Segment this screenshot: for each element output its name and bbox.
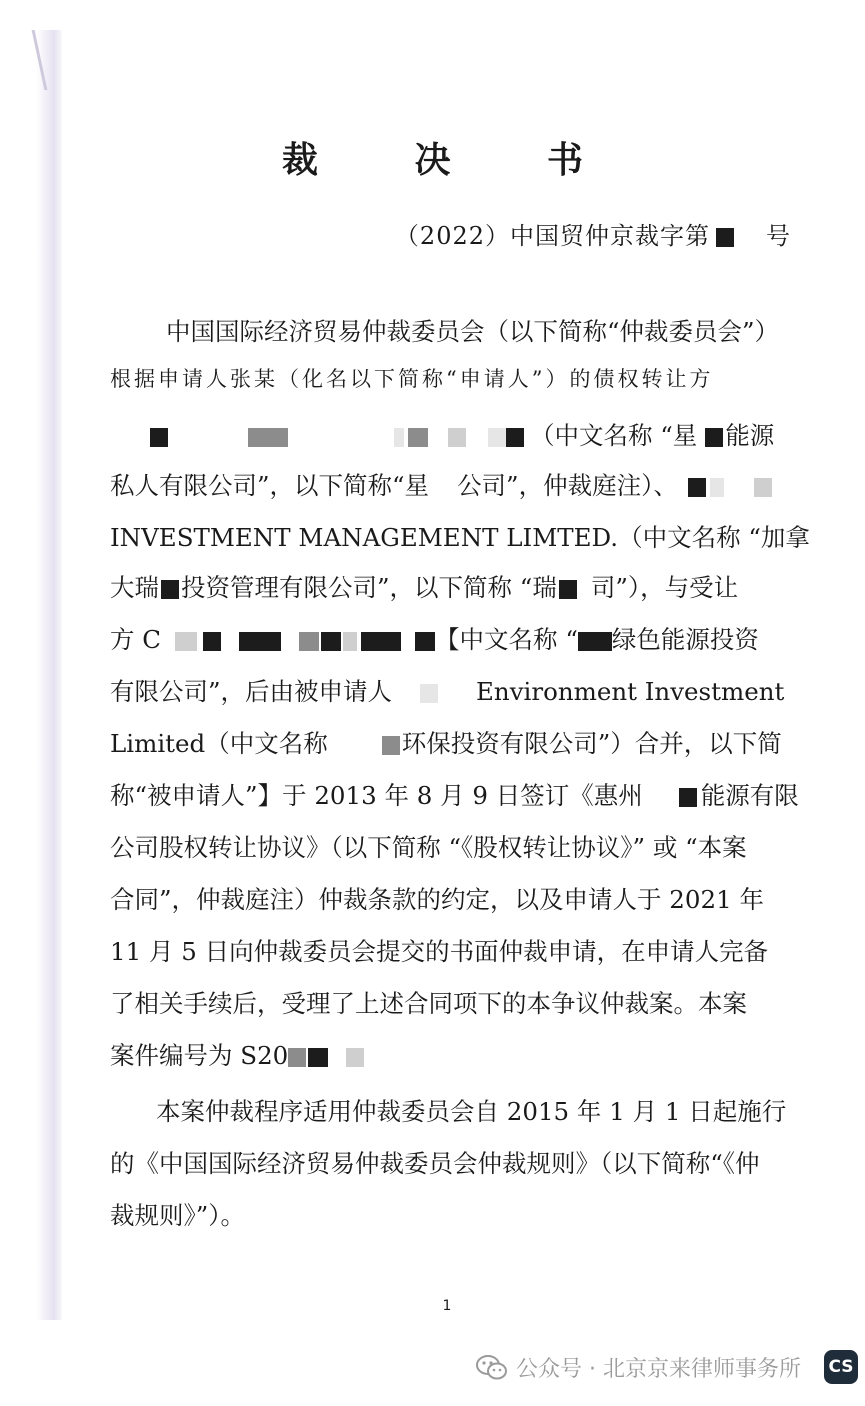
paragraph-line: 公司股权转让协议》（以下简称 “《股权转让协议》” 或 “本案: [110, 833, 747, 862]
redaction-block: [448, 428, 466, 447]
redaction-block: [705, 428, 723, 447]
redaction-block: [248, 428, 288, 447]
redaction-block: [299, 632, 319, 651]
case-number: （2022）中国贸仲京裁字第 号: [394, 222, 791, 250]
paragraph-line: 了相关手续后，受理了上述合同项下的本争议仲裁案。本案: [110, 989, 747, 1018]
redaction-block: [679, 788, 697, 807]
paragraph-line: 有限公司”，后由被申请人 Environment Investment: [110, 677, 785, 706]
paragraph-line: INVESTMENT MANAGEMENT LIMTED.（中文名称 “加拿: [110, 523, 810, 552]
redaction-block: [559, 580, 577, 599]
paragraph-line: 合同”，仲裁庭注）仲裁条款的约定，以及申请人于 2021 年: [110, 885, 764, 914]
redaction-block: [688, 478, 706, 497]
paragraph-line: 中国国际经济贸易仲裁委员会（以下简称“仲裁委员会”）: [166, 317, 780, 346]
paragraph-line: 裁规则》”）。: [110, 1201, 246, 1230]
redaction-block: [361, 632, 401, 651]
camscanner-badge: CS: [824, 1350, 858, 1384]
redaction-block: [716, 228, 734, 247]
paragraph-line: 大瑞 投资管理有限公司”，以下简称 “瑞 司”），与受让: [110, 573, 739, 602]
redaction-block: [382, 736, 400, 755]
paragraph-line: 案件编号为 S20: [110, 1044, 364, 1069]
paragraph-line: 方 C 【中文名称 “ 绿色能源投资: [110, 625, 759, 654]
wechat-icon: [476, 1354, 508, 1382]
paragraph-line: 本案仲裁程序适用仲裁委员会自 2015 年 1 月 1 日起施行: [156, 1097, 787, 1126]
redaction-block: [321, 632, 341, 651]
redaction-block: [506, 428, 524, 447]
redaction-block: [308, 1048, 328, 1067]
redaction-block: [161, 580, 179, 599]
redaction-block: [346, 1048, 364, 1067]
document-title: 裁 决 书: [281, 139, 626, 181]
redaction-block: [578, 632, 612, 651]
watermark-footer: [476, 1352, 801, 1383]
redaction-block: [203, 632, 221, 651]
redaction-block: [754, 478, 772, 497]
scanned-page-edge: [36, 30, 62, 1320]
redaction-block: [175, 632, 197, 651]
paragraph-line: 的《中国国际经济贸易仲裁委员会仲裁规则》（以下简称“《仲: [110, 1149, 760, 1178]
redaction-block: [408, 428, 428, 447]
redaction-block: [150, 428, 168, 447]
watermark-text: 公众号 · 北京京来律师事务所: [516, 1357, 801, 1382]
redaction-block: [415, 632, 435, 651]
page-number: 1: [442, 1298, 452, 1314]
redaction-block: [239, 632, 281, 651]
redaction-block: [343, 632, 357, 651]
redaction-block: [420, 684, 438, 703]
redaction-block: [488, 428, 506, 447]
paragraph-line: Limited（中文名称 环保投资有限公司”）合并，以下简: [110, 729, 782, 758]
redaction-block: [710, 478, 724, 497]
paragraph-line: 11 月 5 日向仲裁委员会提交的书面仲裁申请，在申请人完备: [110, 937, 769, 966]
redaction-block: [394, 428, 404, 447]
paragraph-line: 称“被申请人”】于 2013 年 8 月 9 日签订《惠州 能源有限: [110, 781, 799, 810]
paragraph-line: 根据申请人张某（化名以下简称“申请人”）的债权转让方: [110, 367, 714, 391]
paragraph-line: （中文名称 “星 能源: [150, 424, 774, 449]
paragraph-line: 私人有限公司”，以下简称“星 公司”，仲裁庭注）、: [110, 474, 772, 499]
redaction-block: [288, 1048, 306, 1067]
